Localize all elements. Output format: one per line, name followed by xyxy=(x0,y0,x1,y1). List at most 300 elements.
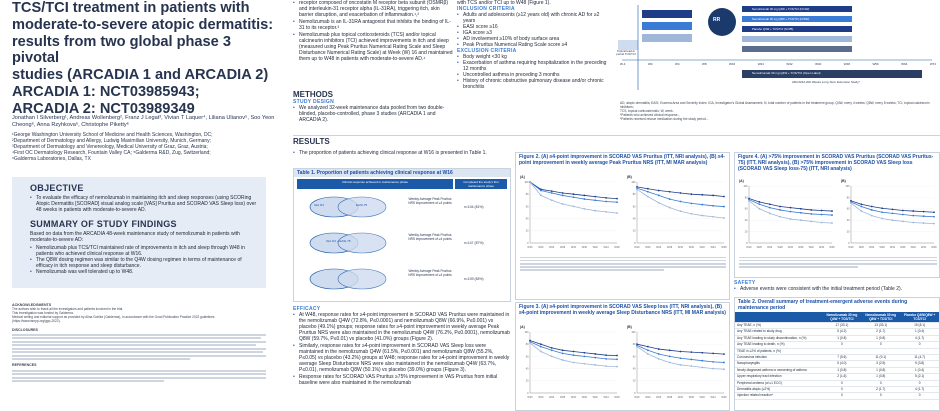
data-point xyxy=(701,204,703,206)
venn-diagram xyxy=(310,197,386,217)
table-1-title: Table 1. Proportion of patients achieving clinical response at W16 xyxy=(294,169,510,177)
data-point xyxy=(902,210,904,212)
data-point xyxy=(658,358,660,360)
y-tick-label: 40 xyxy=(846,219,850,223)
data-point xyxy=(647,196,649,198)
table-2-cell: Coronavirus infection xyxy=(737,355,767,360)
data-point xyxy=(680,351,682,353)
table-1-body xyxy=(294,189,510,297)
data-point xyxy=(723,196,725,198)
x-tick-label: W48 xyxy=(829,246,835,249)
safety-section xyxy=(734,280,940,292)
data-point xyxy=(810,220,812,222)
data-point xyxy=(616,201,618,203)
summary-heading: SUMMARY OF STUDY FINDINGS xyxy=(30,219,177,229)
data-point xyxy=(669,207,671,209)
y-tick-label: 40 xyxy=(525,217,529,221)
data-point xyxy=(605,211,607,213)
disclosures-heading: DISCLOSURES xyxy=(12,327,38,332)
table-2-cell: 2 (1.7) xyxy=(876,387,886,392)
y-tick-label: 0 xyxy=(848,241,850,245)
table-2-cell: 0 xyxy=(879,393,882,398)
x-tick-label: W40 xyxy=(808,246,814,249)
data-point xyxy=(810,213,812,215)
data-point xyxy=(850,202,852,204)
data-point xyxy=(912,215,914,217)
data-point xyxy=(831,214,833,216)
figure-2-title: Figure 2. (A) ≥4-point improvement in SCORAD VAS Pruritus (ITT, NRI analysis), (B) ≥4-point improvement in weekly average Peak Pruritus NRS (ITT, MI MAR analysis) xyxy=(519,154,725,166)
disclosures-text xyxy=(12,334,266,361)
exclusion-heading: EXCLUSION CRITERIA xyxy=(457,48,517,54)
data-point xyxy=(551,347,553,349)
figure-4-title: Figure 4. (A) >75% improvement in SCORAD VAS Pruritus (SCORAD VAS Pruritus-75) (ITT, NRI analysis), (B) >75% improvement in SCORAD VAS Sleep loss (SCORAD VAS Sleep loss-75) (ITT, NRI analysis) xyxy=(738,154,934,172)
y-tick-label: 100 xyxy=(524,180,529,184)
data-point xyxy=(594,199,596,201)
y-tick-label: 60 xyxy=(632,355,636,359)
data-point xyxy=(551,349,553,351)
table-2-cell: 0 xyxy=(879,342,882,347)
y-tick-label: 40 xyxy=(744,219,748,223)
y-tick-label: 80 xyxy=(632,343,636,347)
visit-label: W-4 xyxy=(620,62,626,66)
data-point xyxy=(551,199,553,201)
extension-label: Nemolizumab 30 mg Q4W + TCS/TCI (Open Label) xyxy=(752,71,821,75)
series-line-0 xyxy=(637,187,724,197)
topical-label: Topical lead-in period TCS/TCI xyxy=(616,49,636,57)
data-point xyxy=(573,206,575,208)
data-point xyxy=(647,191,649,193)
maint-bar-pbo xyxy=(742,36,852,42)
data-point xyxy=(573,354,575,356)
data-point xyxy=(529,342,531,344)
data-point xyxy=(616,212,618,214)
table-2-cell: Injection related reaction* xyxy=(737,393,773,398)
data-point xyxy=(871,209,873,211)
figure-1-study-design xyxy=(612,0,940,133)
data-point xyxy=(923,215,925,217)
data-point xyxy=(583,195,585,197)
data-point xyxy=(831,210,833,212)
x-tick-label: W28 xyxy=(560,396,566,399)
y-tick-label: 40 xyxy=(632,217,636,221)
table-2-row xyxy=(735,393,939,399)
table-2-cell: 19 (8.1) xyxy=(914,323,926,327)
data-point xyxy=(912,210,914,212)
x-tick-label: W20 xyxy=(756,246,762,249)
y-tick-label: 60 xyxy=(846,207,850,211)
x-tick-label: W40 xyxy=(910,246,916,249)
panel-label: (B) xyxy=(627,325,632,329)
summary-intro: Based on data from the ARCADIA 48-week maintenance study of nemolizumab in patients with moderate-to-severe AD: xyxy=(30,231,240,243)
data-point xyxy=(723,362,725,364)
x-tick-label: W16 xyxy=(634,396,640,399)
data-point xyxy=(562,359,564,361)
x-tick-label: W40 xyxy=(699,246,705,249)
data-point xyxy=(669,198,671,200)
venn-label: EASI-75 xyxy=(356,203,368,207)
data-point xyxy=(647,188,649,190)
ack-line: (https://www.ismpp.org/gpp-2022). xyxy=(12,318,61,323)
results-heading: RESULTS xyxy=(293,137,330,146)
x-tick-label: W36 xyxy=(900,246,906,249)
data-point xyxy=(690,351,692,353)
table-2-cell: 1 (0.8) xyxy=(876,367,886,372)
efficacy-item: • Response rates for SCORAD VAS Pruritus ≥75% improvement in VAS Pruritus from initial baseline were also maintained in the nemolizumab xyxy=(293,374,511,386)
venn-label: IGA 0/1 xyxy=(314,203,325,207)
data-point xyxy=(902,220,904,222)
inclusion-item: • EASI score ≥16 xyxy=(457,24,609,30)
table-2-cell: 1 (0.8) xyxy=(837,367,847,372)
data-point xyxy=(562,203,564,205)
data-point xyxy=(669,191,671,193)
data-point xyxy=(647,346,649,348)
data-point xyxy=(860,210,862,212)
table-2-cell: 0 xyxy=(918,380,921,385)
data-point xyxy=(933,216,935,218)
venn-label: IGA 0/1 + EASI-75 xyxy=(326,239,351,243)
exclusion-item: • Body weight <30 kg xyxy=(457,54,609,60)
table-2-cell: 11 (4.7) xyxy=(914,355,925,360)
panel-label: (A) xyxy=(739,179,744,183)
data-point xyxy=(690,202,692,204)
inclusion-top-text: with TCS and/or TCI up to W48 (Figure 1). xyxy=(457,0,551,6)
table-2-cell: Any TEAE related to study drug xyxy=(737,329,782,334)
table-2-cell: Any TEAE leading to death, n (%) xyxy=(737,342,785,347)
x-tick-label: W36 xyxy=(798,246,804,249)
series-line-1 xyxy=(530,182,617,202)
panel-label: (A) xyxy=(520,175,525,179)
objective-heading: OBJECTIVE xyxy=(30,183,84,193)
table-2-cell: 1 (0.8) xyxy=(876,374,886,379)
data-point xyxy=(594,357,596,359)
series-line-0 xyxy=(530,341,617,356)
visit-label: W48 xyxy=(843,62,850,66)
y-tick-label: 60 xyxy=(525,205,529,209)
series-line-0 xyxy=(851,201,934,212)
x-tick-label: W44 xyxy=(819,246,825,249)
figure-3 xyxy=(515,302,730,411)
data-point xyxy=(933,211,935,213)
data-point xyxy=(923,222,925,224)
visit-label: W16 xyxy=(729,62,736,66)
x-tick-label: W28 xyxy=(879,246,885,249)
chart-fig2b xyxy=(627,179,727,251)
intro-section xyxy=(293,0,453,62)
visit-label: W8 xyxy=(702,62,707,66)
exclusion-item: • Uncontrolled asthma in preceding 3 months xyxy=(457,72,609,78)
x-tick-label: W40 xyxy=(592,246,598,249)
visit-label: W24 xyxy=(757,62,764,66)
objective-summary-box xyxy=(12,177,266,288)
data-point xyxy=(636,346,638,348)
data-point xyxy=(594,196,596,198)
table-2-cell: 1 (0.4) xyxy=(914,329,925,334)
data-point xyxy=(690,213,692,215)
criteria-section xyxy=(457,0,609,90)
data-point xyxy=(701,366,703,368)
results-section xyxy=(293,137,511,156)
x-tick-label: W36 xyxy=(688,396,694,399)
y-tick-label: 100 xyxy=(631,180,636,184)
data-point xyxy=(831,222,833,224)
data-point xyxy=(821,222,823,224)
table-2-cell: 0 xyxy=(841,380,843,385)
panel-label: (A) xyxy=(520,325,525,329)
data-point xyxy=(583,363,585,365)
data-point xyxy=(881,211,883,213)
x-tick-label: W40 xyxy=(592,396,598,399)
x-tick-label: W32 xyxy=(570,396,577,399)
data-point xyxy=(881,218,883,220)
table-2-cell: Nasopharyngitis xyxy=(737,361,760,366)
data-point xyxy=(605,201,607,203)
table-1-row-n: n=104 (81%) xyxy=(464,205,484,209)
y-tick-label: 20 xyxy=(632,379,636,383)
results-text: • The proportion of patients achieving clinical response at W16 is presented in Table 1. xyxy=(293,150,511,156)
arm-bar-q8w xyxy=(642,22,692,30)
data-point xyxy=(540,190,542,192)
data-point xyxy=(573,351,575,353)
x-tick-label: W44 xyxy=(603,396,609,399)
y-tick-label: 0 xyxy=(746,241,748,245)
data-point xyxy=(800,219,802,221)
inclusion-heading: INCLUSION CRITERIA xyxy=(457,6,515,12)
efficacy-heading: EFFICACY xyxy=(293,306,321,312)
data-point xyxy=(860,206,862,208)
data-point xyxy=(690,359,692,361)
y-tick-label: 60 xyxy=(632,205,636,209)
data-point xyxy=(551,190,553,192)
arm-bar-pbo xyxy=(642,34,692,42)
affiliations: ¹George Washington University School of Medicine and Health Sciences, Washington, DC; ²Department of Dermatology and Allergy, Ludwig Maximilian University, Munich, Germany; ³Department of Dermatology and Venereology, Medical University of Graz, Graz, Austria; ⁴First OC Dermatology Research, Fountain Valley CA; ⁵Galderma R&D, Zug, Switzerland; ⁶Galderma Laboratories, Dallas, TX xyxy=(12,132,213,162)
table-1-row-n: n=147 (87%) xyxy=(464,241,484,245)
data-point xyxy=(701,352,703,354)
table-2-cell: 4 (1.7) xyxy=(914,387,925,392)
visit-label: W72 xyxy=(929,62,936,66)
x-tick-label: W36 xyxy=(581,246,587,249)
y-tick-label: 0 xyxy=(634,241,636,245)
data-point xyxy=(779,209,781,211)
data-point xyxy=(669,356,671,358)
y-tick-label: 80 xyxy=(846,196,850,200)
safety-text: • Adverse events were consistent with the initial treatment period (Table 2). xyxy=(734,286,940,292)
exclusion-item: • History of chronic obstructive pulmonary disease and/or chronic bronchitis xyxy=(457,78,609,90)
ack-line: The authors wish to thank all the investigators and patients involved in the trial. xyxy=(12,306,124,311)
chart-fig3a xyxy=(520,329,620,401)
data-point xyxy=(758,201,760,203)
data-point xyxy=(758,203,760,205)
table-2-cell: TEAE in ≥2% of patients, n (%) xyxy=(737,348,781,353)
visit-axis xyxy=(620,62,936,66)
intro-bullet: • Nemolizumab plus topical corticosteroids (TCS) and/or topical calcineurin inhibitors (TCI) achieved improvements in itch and sleep (measured using Peak Pruritus Numerical Rating Scale and Sleep Disturbance Numerical Rating Scale) at Week (W) 16 and maintained them up to W48 in patients with moderate-to-severe AD.⁴ xyxy=(293,32,453,62)
x-tick-label: W36 xyxy=(688,246,694,249)
data-point xyxy=(605,354,607,356)
author-list: Jonathan I Silverberg¹, Andreas Wollenberg², Franz J Legat³, Vivian T Laquer⁴, Liliana Ulianov⁵, Soo Yeon Cheong⁶, Anna Rzyhkova⁶, Christophe Piketty⁶ xyxy=(12,115,275,128)
table-2-cell: 1 (0.4) xyxy=(914,367,925,372)
table-2-cell: Dermatitis atopic (≥2%) xyxy=(737,387,771,392)
table-1 xyxy=(293,168,511,302)
table-2-cell: 2 (1.7) xyxy=(876,329,886,334)
methods-section xyxy=(293,90,453,123)
x-tick-label: W20 xyxy=(538,396,544,399)
data-point xyxy=(658,190,660,192)
x-tick-label: W20 xyxy=(645,246,651,249)
data-point xyxy=(821,214,823,216)
data-point xyxy=(658,202,660,204)
table-2-cell xyxy=(900,349,939,354)
data-point xyxy=(583,352,585,354)
y-tick-label: 0 xyxy=(634,391,636,395)
data-point xyxy=(605,358,607,360)
data-point xyxy=(769,207,771,209)
efficacy-item: • Similarly, response rates for ≥4-point improvement in SCORAD VAS Sleep loss were maintained in the nemolizumab Q4W (61.5%, P≤0.001) and nemolizumab Q8W (55.2%, P≤0.05) vs placebo (43.2%) groups at W48; response rates for ≥4-point improvement in weekly average Sleep Disturbance NRS were also maintained in the nemolizumab Q4W (63.7%, P≤0.01), nemolizumab Q8W (50.1%) vs placebo (39.0%) groups (Figure 3). xyxy=(293,343,511,373)
data-point xyxy=(779,206,781,208)
table-2-cell: 5 (4.2) xyxy=(837,329,847,334)
x-tick-label: W24 xyxy=(869,246,875,249)
x-tick-label: W20 xyxy=(858,246,864,249)
data-point xyxy=(790,218,792,220)
data-point xyxy=(748,200,750,202)
data-point xyxy=(790,207,792,209)
x-tick-label: W48 xyxy=(614,396,620,399)
venn-diagram xyxy=(310,233,386,253)
table-1-col-header: Completed the study's first maintenance phase xyxy=(455,179,507,189)
y-tick-label: 0 xyxy=(527,391,529,395)
data-point xyxy=(923,211,925,213)
summary-item: • Nemolizumab was well tolerated up to W48. xyxy=(30,269,258,275)
data-point xyxy=(583,356,585,358)
venn-diagram xyxy=(310,269,386,289)
data-point xyxy=(701,194,703,196)
data-point xyxy=(712,352,714,354)
ack-heading: ACKNOWLEDGMENTS xyxy=(12,303,52,307)
data-point xyxy=(594,353,596,355)
data-point xyxy=(562,349,564,351)
x-tick-label: W28 xyxy=(667,396,673,399)
data-point xyxy=(712,216,714,218)
figure-3-title: Figure 3. (A) ≥4-point improvement in SCORAD VAS Sleep loss (ITT, NRI analysis), (B) ≥4-point improvement in weekly average Sleep Disturbance NRS (ITT, MI MAR analysis) xyxy=(519,304,726,316)
data-point xyxy=(680,210,682,212)
data-point xyxy=(636,188,638,190)
data-point xyxy=(573,362,575,364)
figure-4-footnote xyxy=(739,255,937,269)
y-tick-label: 100 xyxy=(631,330,636,334)
data-point xyxy=(605,365,607,367)
x-tick-label: W24 xyxy=(549,246,555,249)
y-tick-label: 40 xyxy=(525,367,529,371)
y-tick-label: 80 xyxy=(744,196,748,200)
data-point xyxy=(540,351,542,353)
x-tick-label: W28 xyxy=(777,246,783,249)
data-point xyxy=(529,181,531,183)
fig1-notes: AD, atopic dermatitis; EASI, Eczema Area and Severity Index; IGA, Investigator's Global Assessment; N, total number of patients in the treatment group; Q4W, every 4 weeks; Q8W, every 8 weeks; TCI, topical calcineurin inhibitors; TCS, topical corticosteroids; W, week. *Patients who achieved clinical response... *Patients received rescue medication during the study period... xyxy=(620,101,930,121)
chart-fig2a xyxy=(520,179,620,251)
y-tick-label: 80 xyxy=(525,343,529,347)
x-tick-label: W28 xyxy=(560,246,566,249)
data-point xyxy=(616,358,618,360)
visit-label: W0 xyxy=(647,62,653,66)
table-2-cell: Newly diagnosed asthma or worsening of asthma xyxy=(737,367,807,372)
x-tick-label: W32 xyxy=(677,396,684,399)
y-tick-label: 20 xyxy=(744,230,748,234)
x-tick-label: W20 xyxy=(645,396,651,399)
data-point xyxy=(540,195,542,197)
data-point xyxy=(712,361,714,363)
footer-section xyxy=(12,304,266,384)
data-point xyxy=(605,197,607,199)
table-2-cell xyxy=(822,349,861,354)
x-tick-label: W48 xyxy=(931,246,937,249)
figure-2-footnote xyxy=(520,255,726,273)
x-tick-label: W36 xyxy=(581,396,587,399)
data-point xyxy=(871,215,873,217)
table-2-cell: 7 (5.6) xyxy=(837,355,847,360)
table-2-header: Nemolizumab 30 mg Q4W + TCS/TCI Nemolizumab 30 mg Q8W + TCS/TCI Placebo Q4W/Q8W + TCS/TCI xyxy=(735,312,939,323)
data-point xyxy=(860,203,862,205)
table-2-cell: 13 (33.1) xyxy=(874,323,888,327)
data-point xyxy=(669,362,671,364)
x-tick-label: W44 xyxy=(921,246,927,249)
efficacy-section xyxy=(293,306,511,386)
data-point xyxy=(669,349,671,351)
panel-label: (B) xyxy=(841,179,846,183)
data-point xyxy=(871,206,873,208)
x-tick-label: W16 xyxy=(746,246,752,249)
table-2-cell: Any TEAE leading to study discontinuation, n (%) xyxy=(737,335,807,340)
table-1-row-text: Weekly Average Peak Pruritus NRS improvement of ≥4 points xyxy=(408,269,452,277)
data-point xyxy=(680,357,682,359)
visit-label: W32 xyxy=(786,62,793,66)
table-2-cell: 5 (2.1) xyxy=(914,374,925,379)
maint-bar-pbo-2 xyxy=(742,46,852,52)
data-point xyxy=(562,195,564,197)
data-point xyxy=(881,207,883,209)
efficacy-item: • At W48, response rates for ≥4-point improvement in SCORAD VAS Pruritus were maintained in the nemolizumab Q4W (72.8%, P≤0.0001) and nemolizumab Q8W (66.9%, P≤0.001) vs placebo (49.1%) groups; response rates for ≥4-point improvement in weekly average Peak Pruritus NRS were also maintained in the nemolizumab Q4W (76.2%, P≤0.0001), nemolizumab Q8W (59.7%, P≤0.01) vs placebo (41.0%) groups (Figure 2). xyxy=(293,312,511,342)
objective-text: • To evaluate the efficacy of nemolizumab in maintaining itch and sleep responses (using SCORing Atopic Dermatitis [SCORAD] visual analog scale [VAS] Pruritus and SCORAD VAS Sleep loss) over 48 weeks in patients with moderate-to-severe AD. xyxy=(30,195,258,213)
data-point xyxy=(723,206,725,208)
data-point xyxy=(701,360,703,362)
table-2-cell: 3 (2.5) xyxy=(876,361,886,366)
methods-heading: METHODS xyxy=(293,90,333,99)
chart-fig3b xyxy=(627,329,727,401)
data-point xyxy=(583,208,585,210)
data-point xyxy=(769,212,771,214)
data-point xyxy=(680,201,682,203)
data-point xyxy=(562,352,564,354)
table-2-cell: Upper respiratory tract infection xyxy=(737,374,782,379)
data-point xyxy=(616,366,618,368)
data-point xyxy=(769,203,771,205)
data-point xyxy=(540,346,542,348)
data-point xyxy=(892,212,894,214)
x-tick-label: W20 xyxy=(538,246,544,249)
data-point xyxy=(540,343,542,345)
poster-title: TCS/TCI treatment in patients with moderate-to-severe atopic dermatitis: results from two global phase 3 pivotal studies (ARCADIA 1 and ARCADIA 2) ARCADIA 1: NCT03985943; ARCADIA 2: NCT03989349 xyxy=(12,0,274,117)
table-1-row-n: n=109 (83%) xyxy=(464,277,484,281)
data-point xyxy=(779,216,781,218)
data-point xyxy=(573,193,575,195)
x-tick-label: W40 xyxy=(699,396,705,399)
inclusion-item: • Adults and adolescents (≥12 years old) with chronic AD for ≥2 years xyxy=(457,12,609,24)
y-tick-label: 20 xyxy=(525,229,529,233)
visit-label: W64 xyxy=(901,62,908,66)
data-point xyxy=(690,365,692,367)
data-point xyxy=(594,364,596,366)
data-point xyxy=(594,210,596,212)
data-point xyxy=(616,198,618,200)
data-point xyxy=(758,208,760,210)
panel-label: (B) xyxy=(627,175,632,179)
